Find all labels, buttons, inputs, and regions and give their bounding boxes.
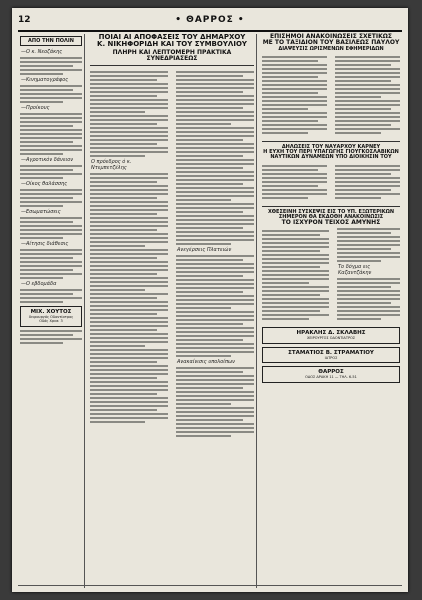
article-body: [260, 226, 402, 324]
headline-line: ΜΕ ΤΟ ΤΑΞΙΔΙΟΝ ΤΟΥ ΒΑΣΙΛΕΩΣ ΠΑΥΛΟΥ: [262, 39, 400, 47]
right-column: [260, 34, 402, 588]
text-block: [335, 163, 400, 201]
article-body: [260, 161, 402, 203]
news-item-title: —Ο εβδομάδα: [21, 281, 57, 287]
advertisement-box: [262, 347, 400, 363]
ad-line: Οδός Χρυσ. 3: [39, 319, 63, 324]
headline-line: ΣΗΜΕΡΟΝ ΘΑ ΕΚΔΟΘΗ ΑΝΑΚΟΙΝΩΣΙΣ: [278, 213, 384, 220]
main-headline-line-1: ΠΟΙΑΙ ΑΙ ΑΠΟΦΑΣΕΙΣ ΤΟΥ ΔΗΜΑΡΧΟΥ: [98, 33, 246, 41]
text-block: [20, 189, 82, 207]
headline-line: ΝΑΥΤΙΚΩΝ ΔΥΝΑΜΕΩΝ ΥΠΟ ΔΙΟΙΚΗΣΙΝ ΤΟΥ: [270, 154, 392, 161]
ad-name: ΜΙΧ. ΧΟΥΤΟΣ: [30, 309, 72, 315]
news-item-title: —Αίτησις διάθεσις: [21, 241, 69, 247]
text-block: [337, 228, 400, 262]
news-item-title: —Αγροτικόν δάνειον: [21, 157, 74, 163]
text-block: [337, 278, 400, 320]
text-block: [20, 330, 82, 344]
main-subhead: ΠΛΗΡΗ ΚΑΙ ΛΕΠΤΟΜΕΡΗ ΠΡΑΚΤΙΚΑ ΣΥΝΕΔΡΙΑΣΕΩΣ: [112, 48, 232, 62]
text-block: [176, 255, 254, 357]
text-block: [20, 289, 82, 303]
text-block: [176, 71, 254, 157]
inner-caption: Ο πρόεδρος ό κ. Ντεμπετζέλης: [91, 159, 132, 172]
text-block: [335, 54, 400, 136]
masthead: [18, 12, 402, 32]
text-block: [90, 293, 168, 423]
section-box-title: ΑΠΟ ΤΗΝ ΠΟΛΙΝ: [20, 36, 82, 46]
text-block: [20, 217, 82, 239]
text-block: [20, 57, 82, 75]
page-number: 12: [18, 15, 31, 25]
headline-line: ΔΗΛΩΣΕΙΣ ΤΟΥ ΝΑΥΑΡΧΟΥ ΚΑΡΝΕΥ: [281, 143, 381, 150]
advertisement-box: [262, 327, 400, 343]
small-headline: Το δόγμα εις Καζαντζάκην: [338, 264, 372, 277]
advertisement-box: [20, 306, 82, 327]
news-item-title: —Οίκος θαλάσσης: [21, 181, 68, 187]
text-block: [20, 113, 82, 155]
text-block: [176, 159, 254, 245]
news-item-title: —Ο κ. Νεοζάκης: [21, 49, 63, 55]
text-block: [20, 249, 82, 279]
divider: [90, 65, 254, 66]
ad-line: ΟΔΟΣ ΔΡΑΚΗ 11 — ΤΗΛ. 6-51: [305, 375, 357, 380]
newspaper-page: [12, 8, 408, 592]
text-block: [262, 163, 327, 201]
text-block: [262, 54, 327, 136]
headline-line: Η ΕΥΧΗ ΤΟΥ ΠΕΡΙ ΥΠΑΓΩΓΗΣ ΓΙΟΥΓΚΟΣΛΑΒΙΚΩΝ: [263, 149, 399, 156]
text-block: [20, 165, 82, 179]
divider: [262, 206, 400, 207]
text-block: [90, 71, 168, 157]
middle-column: [88, 34, 257, 588]
headline-line: ΕΠΙΣΗΜΟΙ ΑΝΑΚΟΙΝΩΣΕΙΣ ΣΧΕΤΙΚΩΣ: [270, 33, 392, 40]
ad-line: ΧΕΙΡΟΥΡΓΟΣ ΟΔΟΝΤΙΑΤΡΟΣ: [306, 336, 356, 341]
text-block: [20, 85, 82, 103]
text-block: [176, 367, 254, 437]
inner-caption: Ανακαίνισις υπολοίπων: [177, 359, 235, 366]
inner-caption: Ανεγέρσεις Πλατειών: [177, 247, 232, 254]
headline-line: ΔΙΑΨΕΥΣΙΣ ΩΡΙΣΜΕΝΩΝ ΕΦΗΜΕΡΙΔΩΝ: [278, 45, 384, 52]
headline-line: ΤΟ ΙΣΧΥΡΟΝ ΤΕΙΧΟΣ ΑΜΥΝΗΣ: [281, 219, 381, 227]
news-item-title: —Εσωματώσεις: [21, 209, 61, 215]
divider: [262, 141, 400, 142]
news-item-title: —Κινηματογράφος: [21, 77, 69, 83]
text-block: [262, 228, 329, 322]
page-footer-rule: [18, 585, 402, 590]
article-body: [88, 69, 256, 439]
ad-name: ΣΤΑΜΑΤΙΟΣ Β. ΣΤΡΑΜΑΤΙΟΥ: [288, 349, 374, 356]
advertisement-box: [262, 366, 400, 382]
ad-line: Χειρουργός Οδοντίατρος: [28, 315, 74, 319]
headline-line: ΧΘΕΣΕΙΝΗ ΣΥΣΚΕΨΙΣ ΕΙΣ ΤΟ ΥΠ. ΕΞΩΤΕΡΙΚΩΝ: [267, 208, 395, 215]
ad-name: ΗΡΑΚΛΗΣ Δ. ΣΚΛΑΒΗΣ: [296, 330, 366, 337]
ad-name: ΘΑΡΡΟΣ: [318, 369, 344, 376]
ad-line: ΙΑΤΡΟΣ: [324, 355, 338, 360]
article-body: [260, 52, 402, 138]
newspaper-name: • ΘΑΡΡΟΣ •: [175, 15, 245, 25]
main-headline-line-2: Κ. ΝΙΚΗΦΟΡΙΔΗ ΚΑΙ ΤΟΥ ΣΥΜΒΟΥΛΙΟΥ: [97, 40, 247, 49]
left-column: [18, 34, 85, 588]
news-item-title: —Προίκους: [21, 105, 50, 111]
text-block: [90, 173, 168, 291]
